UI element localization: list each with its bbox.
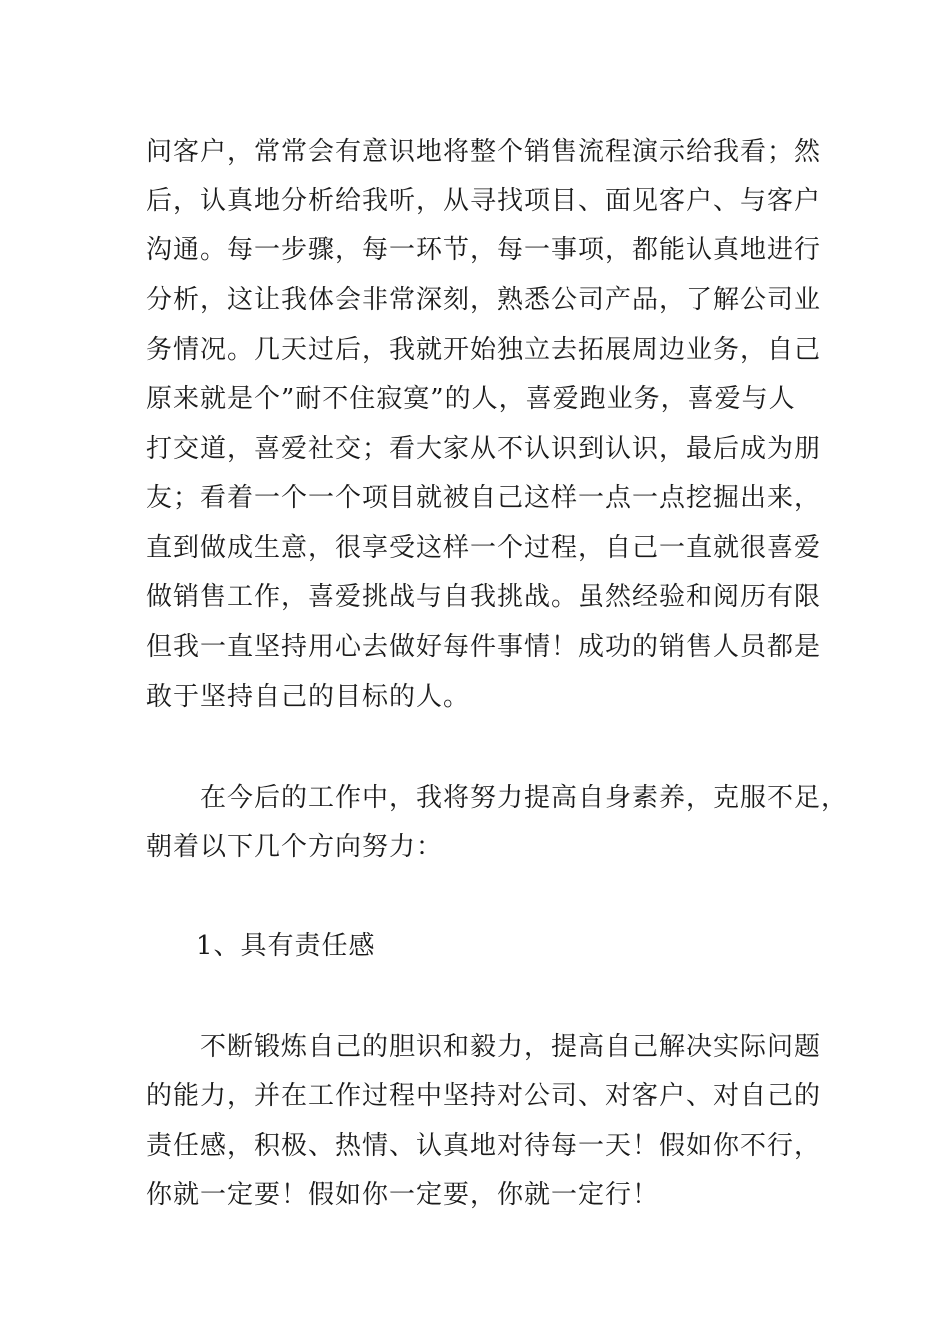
paragraph-1-line-12: 敢于坚持自己的目标的人。 [146, 682, 471, 712]
paragraph-1-line-11: 但我一直坚持用心去做好每件事情！成功的销售人员都是 [146, 632, 822, 662]
paragraph-2-line-1: 在今后的工作中，我将努力提高自身素养，克服不足， [200, 783, 849, 813]
paragraph-1-line-4: 分析，这让我体会非常深刻，熟悉公司产品，了解公司业 [146, 285, 822, 315]
paragraph-1-line-6: 原来就是个”耐不住寂寞”的人，喜爱跑业务，喜爱与人 [146, 384, 796, 414]
paragraph-1-line-9: 直到做成生意，很享受这样一个过程，自己一直就很喜爱 [146, 533, 822, 563]
paragraph-1-line-1: 问客户，常常会有意识地将整个销售流程演示给我看；然 [146, 137, 822, 167]
paragraph-1-line-2: 后，认真地分析给我听，从寻找项目、面见客户、与客户 [146, 186, 822, 216]
paragraph-1-line-5: 务情况。几天过后，我就开始独立去拓展周边业务，自己 [146, 335, 822, 365]
paragraph-3-line-3: 责任感，积极、热情、认真地对待每一天！假如你不行， [146, 1131, 822, 1161]
paragraph-3-line-4: 你就一定要！假如你一定要，你就一定行！ [146, 1180, 660, 1210]
paragraph-3-line-2: 的能力，并在工作过程中坚持对公司、对客户、对自己的 [146, 1081, 822, 1111]
section-heading: 1、具有责任感 [196, 931, 376, 961]
paragraph-1-line-3: 沟通。每一步骤，每一环节，每一事项，都能认真地进行 [146, 235, 822, 265]
paragraph-3-line-1: 不断锻炼自己的胆识和毅力，提高自己解决实际问题 [200, 1032, 822, 1062]
paragraph-1-line-10: 做销售工作，喜爱挑战与自我挑战。虽然经验和阅历有限 [146, 582, 822, 612]
paragraph-1-line-8: 友；看着一个一个项目就被自己这样一点一点挖掘出来， [146, 483, 822, 513]
paragraph-1-line-7: 打交道，喜爱社交；看大家从不认识到认识，最后成为朋 [146, 434, 822, 464]
paragraph-2-line-2: 朝着以下几个方向努力： [146, 832, 444, 862]
